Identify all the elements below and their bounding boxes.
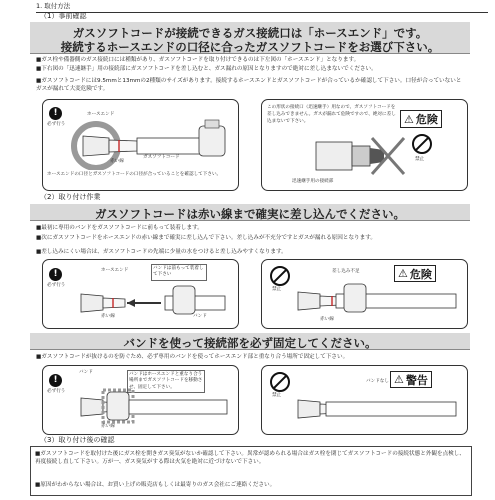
exclamation-icon: ! — [49, 374, 62, 387]
warning-triangle-icon: ⚠ — [398, 267, 408, 280]
banner-1-line2: 接続するホースエンドの口径に合ったガスソフトコードをお選び下さい。 — [60, 40, 440, 54]
banner-3 — [30, 333, 470, 350]
s2-right-panel-2 — [261, 365, 468, 435]
s2-badge: 必ず行う — [47, 283, 66, 288]
s2-note-2: ■次にガスソフトコードをホースエンドの赤い線まで確実に差し込んで下さい。差し込みが不充分ですとガスが漏れる原因となります。 — [36, 235, 376, 241]
insufficient-drawing — [292, 278, 462, 322]
prohibited-icon — [412, 134, 432, 154]
s1-label-cord: ガスソフトコード — [143, 155, 180, 160]
section-title-3: （3）取り付け後の確認 — [40, 436, 115, 444]
s2-note2-1: ■ガスソフトコードが抜けるのを防ぐため、必ず専用のバンドを使ってホースエンド部と重なり合う場所で固定して下さい。 — [36, 354, 349, 360]
s2b-forbidden-label: 禁止 — [272, 393, 282, 398]
s3-note-2: ■原因がわからない場合は、お買い上げの販売店もしくは最寄りのガス会社にご連絡ください。 — [35, 482, 276, 488]
s1-danger-box — [400, 110, 442, 128]
s2b-band-note: バンドはホースエンドと重なり合う場所までガスソフトコードを移動させ、固定して下さい。 — [127, 370, 205, 393]
band-fix-drawing — [73, 388, 233, 428]
banner-2-text: ガスソフトコードは赤い線まで確実に差し込んでください。 — [94, 207, 406, 221]
s2b-red-line: 赤い線 — [101, 424, 115, 429]
s2-label-insufficient: 差し込み不足 — [332, 269, 360, 274]
header-tab: 1. 取付方法 — [36, 3, 488, 13]
s1-danger-label: 危険 — [415, 113, 438, 126]
s2b-label-band: バンド — [79, 370, 93, 375]
prohibited-icon — [270, 372, 290, 392]
s1-right-panel — [261, 99, 468, 191]
s3-note-1: ■ガスソフトコードを取付けた後にガス栓を開きガス臭気がないか確認して下さい。異常が認められる場合はガス栓を閉じてガスソフトコードの接続状態と外観を点検し、再度接続し直して下さい。万が一、ガス臭気がする際は火気を絶対に近づけないで下さい。 — [35, 451, 465, 466]
warning-triangle-icon: ⚠ — [394, 373, 404, 386]
section-title-2: （2）取り付け作業 — [40, 193, 101, 201]
s1-note-1: ■ガス栓や備器側のガス接続口には種類があり、ガスソフトコードを取り付けできるのは下左図の「ホースエンド」となります。 — [36, 57, 360, 63]
s2-forbidden-label: 禁止 — [272, 287, 282, 292]
s2-right-red-line: 赤い線 — [320, 317, 334, 322]
no-band-drawing — [292, 390, 462, 428]
s2b-no-band: バンドなし — [366, 379, 389, 384]
s3-box — [30, 446, 472, 496]
s2-label-hose-end: ホースエンド — [101, 268, 129, 273]
insert-drawing — [73, 274, 233, 324]
s2-left-panel-2 — [42, 365, 239, 435]
s2b-warning-box — [390, 371, 432, 388]
s2-danger-label: 危険 — [409, 267, 432, 281]
banner-2 — [30, 204, 470, 221]
s2-label-band-note: バンドは前もって装着して下さい — [151, 264, 207, 281]
s2-note-1: ■最初に専用のバンドをガスソフトコードに前もって装着します。 — [36, 225, 203, 231]
s2-left-panel — [42, 259, 239, 329]
s2-label-band: バンド — [193, 314, 207, 319]
s1-label-fitting: 迅速継手用の接続部 — [292, 179, 334, 184]
s1-note-3: ■ガスソフトコードには9.5mmと13mmの2種類のサイズがあります。接続するホースエンドとガスソフトコードが合っているか確認して下さい。口径が合っていないとガスが漏れて大変危険です。 — [36, 78, 462, 93]
exclamation-icon: ! — [49, 268, 62, 281]
quick-fitting-drawing — [312, 134, 412, 178]
s2-right-panel — [261, 259, 468, 329]
s2-label-red-line: 赤い線 — [101, 314, 115, 319]
s1-left-panel — [42, 99, 239, 191]
prohibited-icon — [270, 266, 290, 286]
s1-badge: 必ず行う — [47, 122, 66, 127]
s1-right-text: この形状の接続口（迅速継手）用なので、ガスソフトコードを差し込みできません。ガスが漏れて危険ですので、絶対に差し込まないで下さい。 — [267, 105, 396, 124]
s1-label-red-line: 赤い線 — [110, 159, 124, 164]
exclamation-icon: ! — [49, 107, 62, 120]
warning-triangle-icon: ⚠ — [404, 112, 414, 126]
banner-1 — [30, 22, 470, 54]
s1-note-2: ■下右図の「迅速継手」用の接続部にガスソフトコードを差し込むと、ガス漏れの原因となりますので絶対に差し込まないでください。 — [36, 66, 377, 72]
s2b-badge: 必ず行う — [47, 389, 66, 394]
s1-left-caption: ホースエンドの口径とガスソフトコードの口径が合っていることを確認して下さい。 — [47, 172, 222, 177]
section-title-1: （1）事前確認 — [40, 12, 87, 20]
banner-1-line1: ガスソフトコードが接続できるガス接続口は「ホースエンド」です。 — [72, 26, 428, 40]
s2b-warning-label: 警告 — [405, 373, 428, 387]
banner-3-text: バンドを使って接続部を必ず固定してください。 — [123, 336, 377, 350]
s2-note-3: ■差し込みにくい場合は、ガスソフトコードの先端に少量の水をつけると差し込みやすくなります。 — [36, 249, 287, 255]
s1-forbidden-label: 禁止 — [415, 157, 425, 162]
hose-end-drawing — [59, 118, 234, 170]
s1-label-hose-end: ホースエンド — [87, 112, 115, 117]
